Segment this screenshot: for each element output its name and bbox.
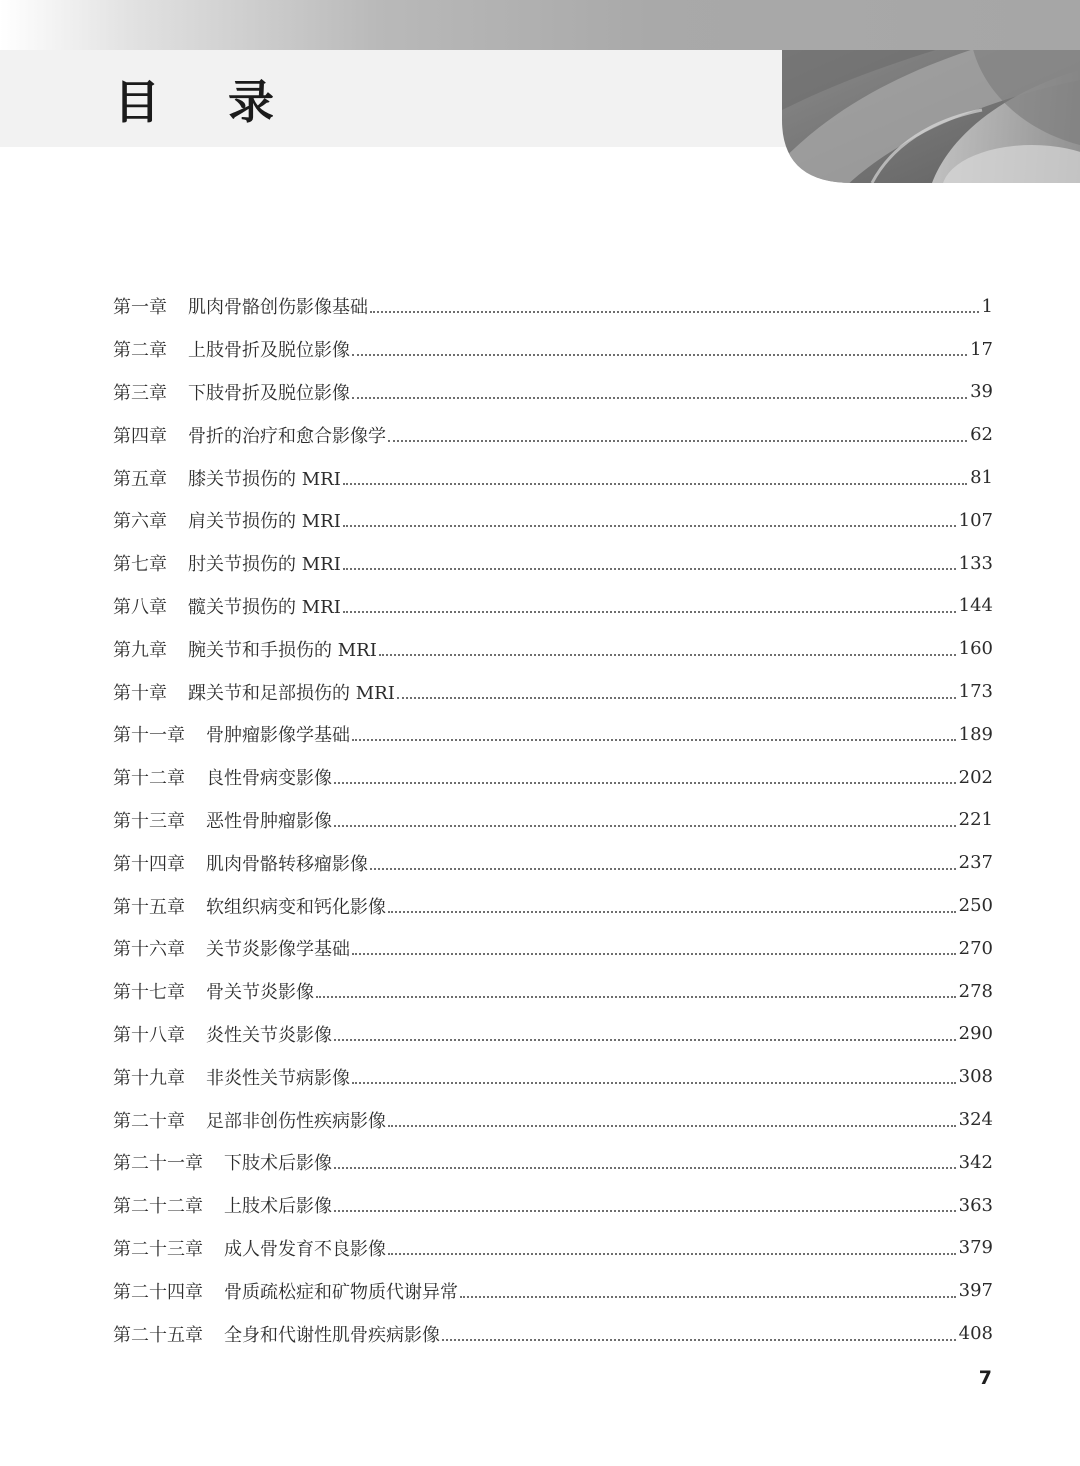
toc-chapter-number: 第六章 (113, 511, 167, 533)
toc-chapter-title: 肩关节损伤的 MRI (188, 511, 341, 533)
toc-chapter-number: 第十三章 (113, 810, 185, 832)
toc-entry[interactable] (113, 1269, 993, 1312)
toc-entry[interactable] (113, 799, 993, 842)
toc-page-number: 221 (958, 809, 993, 831)
toc-page-number: 324 (958, 1109, 993, 1131)
toc-page-number: 202 (958, 766, 993, 788)
toc-dot-leader (334, 825, 956, 827)
toc-page-number: 1 (981, 295, 993, 317)
toc-page-number: 189 (958, 723, 993, 745)
toc-dot-leader (343, 611, 956, 613)
toc-chapter-number: 第五章 (113, 468, 167, 490)
toc-chapter-number: 第十五章 (113, 896, 185, 918)
toc-entry[interactable] (113, 413, 993, 456)
toc-chapter-title: 炎性关节炎影像 (206, 1024, 332, 1046)
toc-dot-leader (343, 483, 967, 485)
toc-entry[interactable] (113, 1227, 993, 1270)
toc-chapter-title: 髋关节损伤的 MRI (188, 596, 341, 618)
toc-entry[interactable] (113, 1098, 993, 1141)
page-number: 7 (978, 1367, 992, 1389)
toc-page-number: 363 (958, 1194, 993, 1216)
toc-page-number: 81 (970, 467, 993, 489)
header-gradient-bar (0, 0, 1080, 50)
page-title: 目录 (114, 75, 342, 129)
toc-page-number: 237 (958, 852, 993, 874)
toc-entry[interactable] (113, 499, 993, 542)
toc-entry[interactable] (113, 585, 993, 628)
toc-dot-leader (379, 654, 956, 656)
toc-entry[interactable] (113, 1141, 993, 1184)
toc-page-number: 250 (958, 895, 993, 917)
toc-dot-leader (334, 1210, 956, 1212)
toc-chapter-title: 上肢骨折及脱位影像 (188, 340, 350, 362)
toc-page-number: 379 (958, 1237, 993, 1259)
toc-dot-leader (343, 568, 956, 570)
toc-entry[interactable] (113, 927, 993, 970)
toc-entry[interactable] (113, 1184, 993, 1227)
toc-page-number: 397 (958, 1280, 993, 1302)
toc-chapter-title: 关节炎影像学基础 (206, 939, 350, 961)
toc-chapter-number: 第二十二章 (113, 1196, 203, 1218)
toc-chapter-title: 下肢术后影像 (224, 1153, 332, 1175)
toc-chapter-number: 第二十五章 (113, 1324, 203, 1346)
toc-chapter-title: 足部非创伤性疾病影像 (206, 1110, 386, 1132)
toc-chapter-number: 第十六章 (113, 939, 185, 961)
toc-dot-leader (352, 1082, 956, 1084)
toc-page-number: 290 (958, 1023, 993, 1045)
toc-chapter-title: 成人骨发育不良影像 (224, 1238, 386, 1260)
toc-dot-leader (343, 525, 956, 527)
toc-chapter-number: 第七章 (113, 554, 167, 576)
toc-entry[interactable] (113, 970, 993, 1013)
toc-chapter-title: 骨关节炎影像 (206, 982, 314, 1004)
toc-chapter-number: 第四章 (113, 425, 167, 447)
toc-chapter-number: 第十八章 (113, 1024, 185, 1046)
toc-chapter-number: 第十二章 (113, 768, 185, 790)
toc-dot-leader (397, 697, 956, 699)
toc-dot-leader (334, 1167, 956, 1169)
toc-chapter-title: 骨质疏松症和矿物质代谢异常 (224, 1281, 458, 1303)
toc-dot-leader (388, 1125, 956, 1127)
toc-chapter-title: 肘关节损伤的 MRI (188, 554, 341, 576)
toc-entry[interactable] (113, 542, 993, 585)
toc-chapter-number: 第二章 (113, 340, 167, 362)
toc-dot-leader (388, 911, 956, 913)
toc-entry[interactable] (113, 841, 993, 884)
toc-entry[interactable] (113, 1312, 993, 1355)
toc-chapter-number: 第十一章 (113, 725, 185, 747)
toc-chapter-title: 上肢术后影像 (224, 1196, 332, 1218)
toc-chapter-number: 第十章 (113, 682, 167, 704)
toc-chapter-title: 良性骨病变影像 (206, 768, 332, 790)
toc-page-number: 39 (970, 381, 993, 403)
table-of-contents (113, 285, 993, 1355)
toc-dot-leader (388, 1253, 956, 1255)
toc-chapter-number: 第十七章 (113, 982, 185, 1004)
toc-page-number: 308 (958, 1066, 993, 1088)
toc-chapter-number: 第十四章 (113, 853, 185, 875)
toc-chapter-title: 膝关节损伤的 MRI (188, 468, 341, 490)
toc-dot-leader (316, 996, 956, 998)
toc-chapter-number: 第八章 (113, 596, 167, 618)
toc-dot-leader (352, 953, 956, 955)
toc-chapter-title: 肌肉骨骼转移瘤影像 (206, 853, 368, 875)
toc-entry[interactable] (113, 884, 993, 927)
toc-chapter-title: 软组织病变和钙化影像 (206, 896, 386, 918)
toc-chapter-number: 第三章 (113, 382, 167, 404)
toc-page-number: 160 (958, 638, 993, 660)
toc-chapter-number: 第二十四章 (113, 1281, 203, 1303)
toc-chapter-number: 第二十一章 (113, 1153, 203, 1175)
toc-entry[interactable] (113, 670, 993, 713)
toc-chapter-title: 非炎性关节病影像 (206, 1067, 350, 1089)
toc-chapter-number: 第九章 (113, 639, 167, 661)
toc-entry[interactable] (113, 1013, 993, 1056)
toc-chapter-title: 踝关节和足部损伤的 MRI (188, 682, 395, 704)
toc-dot-leader (442, 1339, 956, 1341)
toc-chapter-title: 下肢骨折及脱位影像 (188, 382, 350, 404)
toc-dot-leader (352, 354, 967, 356)
toc-dot-leader (352, 397, 967, 399)
toc-page-number: 342 (958, 1151, 993, 1173)
toc-chapter-title: 骨肿瘤影像学基础 (206, 725, 350, 747)
toc-entry[interactable] (113, 285, 993, 328)
toc-chapter-title: 骨折的治疗和愈合影像学 (188, 425, 386, 447)
toc-chapter-number: 第十九章 (113, 1067, 185, 1089)
toc-chapter-title: 腕关节和手损伤的 MRI (188, 639, 377, 661)
toc-entry[interactable] (113, 713, 993, 756)
toc-page-number: 173 (958, 681, 993, 703)
toc-entry[interactable] (113, 456, 993, 499)
toc-chapter-title: 恶性骨肿瘤影像 (206, 810, 332, 832)
toc-page-number: 270 (958, 937, 993, 959)
toc-page-number: 133 (958, 552, 993, 574)
toc-chapter-title: 肌肉骨骼创伤影像基础 (188, 297, 368, 319)
toc-entry[interactable] (113, 627, 993, 670)
decorative-header-graphic (782, 50, 1080, 183)
toc-page-number: 107 (958, 509, 993, 531)
toc-page-number: 17 (970, 338, 993, 360)
toc-entry[interactable] (113, 371, 993, 414)
toc-dot-leader (370, 311, 979, 313)
toc-chapter-number: 第二十三章 (113, 1238, 203, 1260)
toc-page-number: 408 (958, 1323, 993, 1345)
toc-dot-leader (334, 782, 956, 784)
toc-page-number: 62 (970, 424, 993, 446)
toc-dot-leader (388, 440, 967, 442)
toc-dot-leader (460, 1296, 956, 1298)
toc-entry[interactable] (113, 1055, 993, 1098)
toc-dot-leader (334, 1039, 956, 1041)
toc-entry[interactable] (113, 328, 993, 371)
toc-chapter-title: 全身和代谢性肌骨疾病影像 (224, 1324, 440, 1346)
toc-chapter-number: 第一章 (113, 297, 167, 319)
toc-chapter-number: 第二十章 (113, 1110, 185, 1132)
toc-page-number: 144 (958, 595, 993, 617)
toc-dot-leader (352, 739, 956, 741)
toc-entry[interactable] (113, 756, 993, 799)
toc-dot-leader (370, 868, 956, 870)
toc-page-number: 278 (958, 980, 993, 1002)
